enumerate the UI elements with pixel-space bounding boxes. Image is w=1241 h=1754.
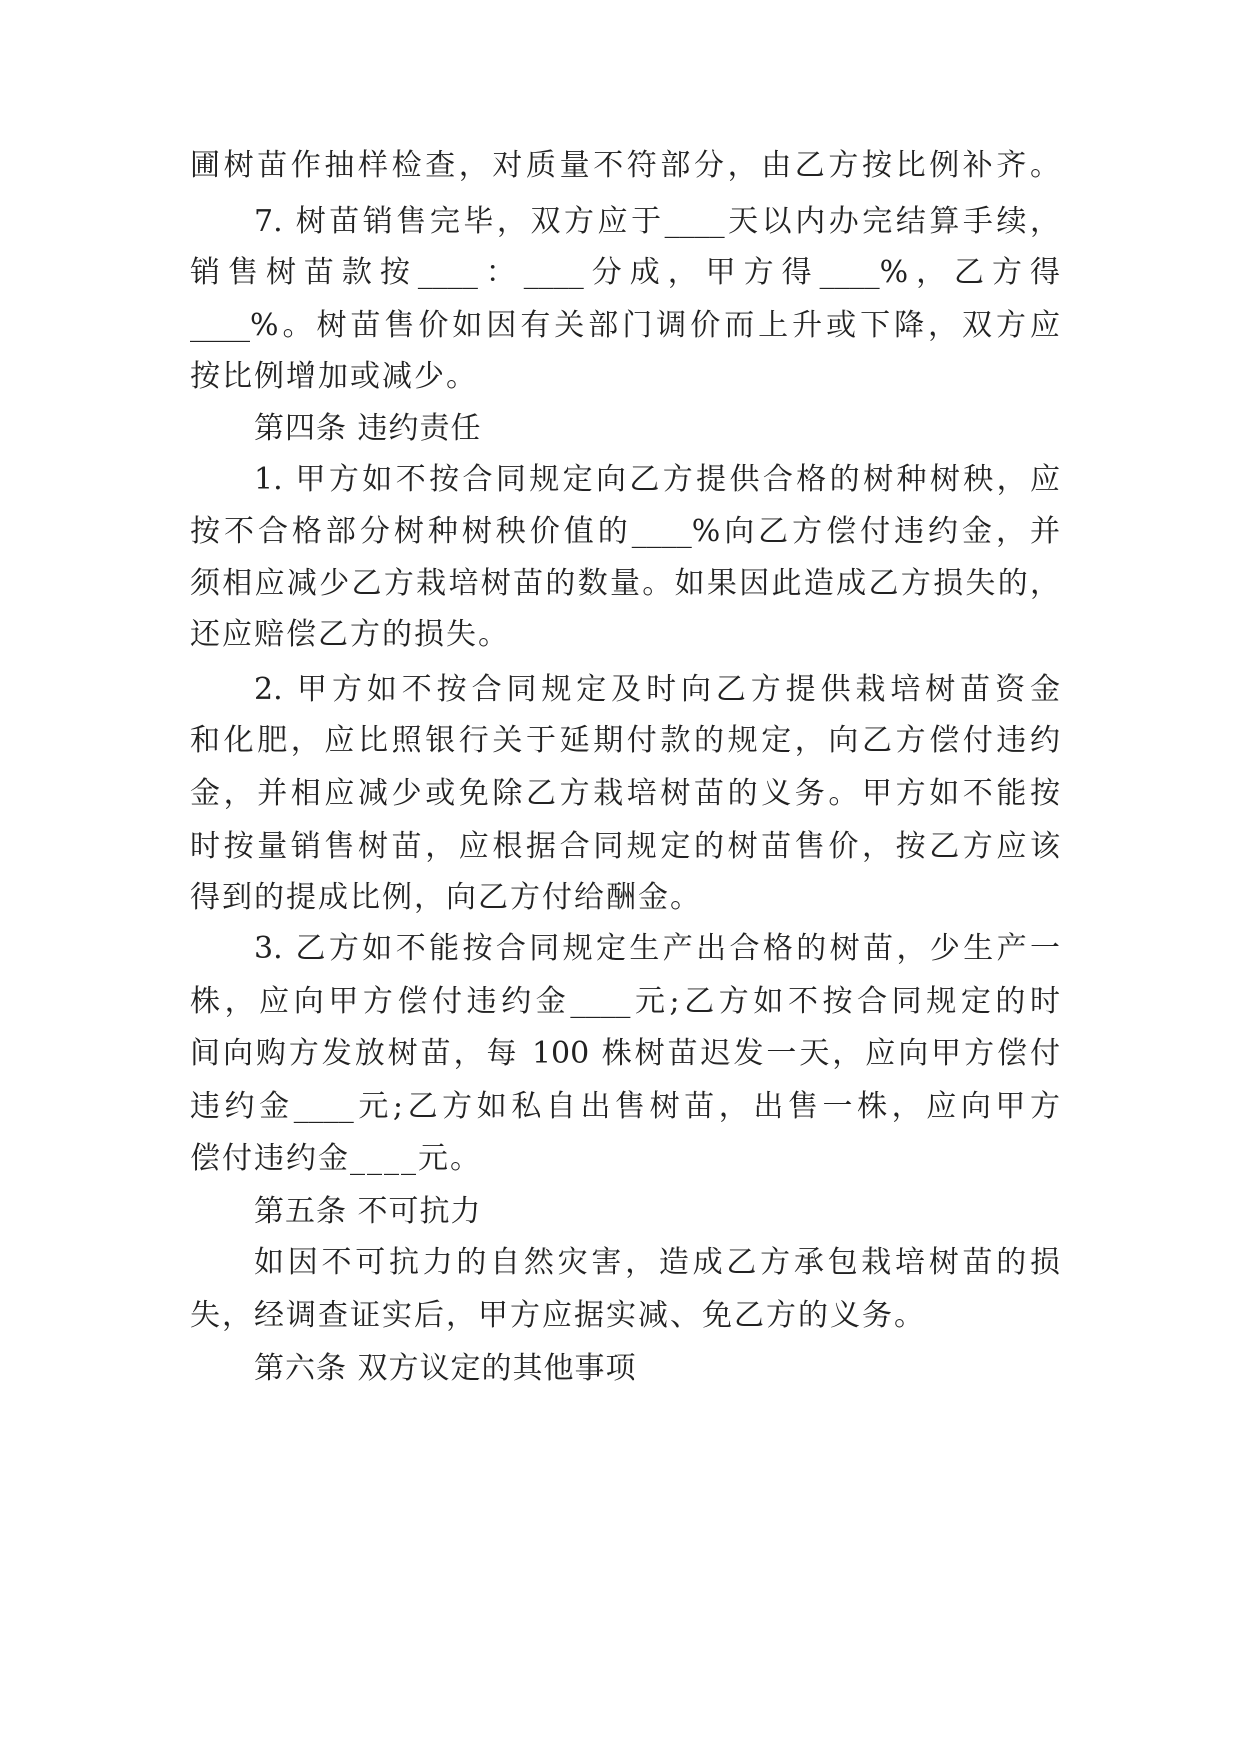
text-line: 株，应向甲方偿付违约金____元;乙方如不按合同规定的时: [190, 984, 1060, 1019]
text-line: 时按量销售树苗，应根据合同规定的树苗售价，按乙方应该: [190, 829, 1060, 864]
text-line: 如因不可抗力的自然灾害，造成乙方承包栽培树苗的损: [254, 1245, 1060, 1280]
clause-item-1: 1. 甲方如不按合同规定向乙方提供合格的树种树秧，应: [254, 462, 1060, 497]
text-line: ____%。树苗售价如因有关部门调价而上升或下降，双方应: [190, 308, 1060, 343]
section-heading-article-6: 第六条 双方议定的其他事项: [254, 1351, 637, 1386]
text-line: 失，经调查证实后，甲方应据实减、免乙方的义务。: [190, 1298, 926, 1333]
text-line: 圃树苗作抽样检查，对质量不符部分，由乙方按比例补齐。: [190, 148, 1060, 183]
text-line: 违约金____元;乙方如私自出售树苗，出售一株，应向甲方: [190, 1089, 1060, 1124]
clause-item-2: 2. 甲方如不按合同规定及时向乙方提供栽培树苗资金: [254, 672, 1060, 707]
text-line: 按不合格部分树种树秧价值的____%向乙方偿付违约金，并: [190, 514, 1060, 549]
clause-item-7: 7. 树苗销售完毕，双方应于____天以内办完结算手续，: [254, 204, 1060, 239]
section-heading-article-4: 第四条 违约责任: [254, 411, 482, 446]
text-line: 须相应减少乙方栽培树苗的数量。如果因此造成乙方损失的，: [190, 566, 1060, 601]
text-line: 和化肥，应比照银行关于延期付款的规定，向乙方偿付违约: [190, 723, 1060, 758]
text-line: 偿付违约金____元。: [190, 1141, 482, 1176]
text-line: 还应赔偿乙方的损失。: [190, 617, 510, 652]
section-heading-article-5: 第五条 不可抗力: [254, 1194, 482, 1229]
text-line: 按比例增加或减少。: [190, 359, 478, 394]
text-line: 销售树苗款按____：____分成，甲方得____%，乙方得: [190, 255, 1060, 290]
text-line: 得到的提成比例，向乙方付给酬金。: [190, 880, 702, 915]
text-line: 金，并相应减少或免除乙方栽培树苗的义务。甲方如不能按: [190, 776, 1060, 811]
clause-item-3: 3. 乙方如不能按合同规定生产出合格的树苗，少生产一: [254, 931, 1060, 966]
text-line: 间向购方发放树苗，每 100 株树苗迟发一天，应向甲方偿付: [190, 1036, 1060, 1071]
